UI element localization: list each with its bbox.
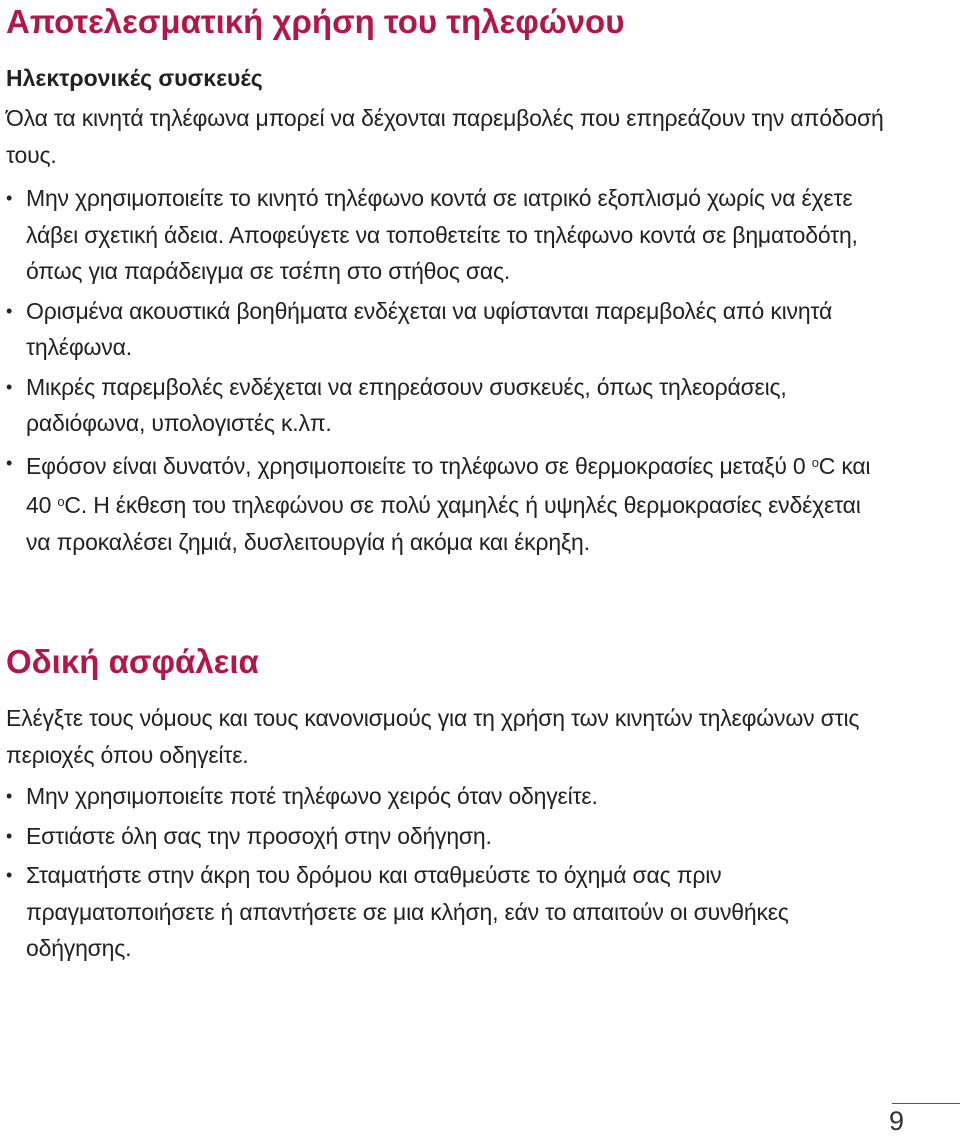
temperature-text-part2: C και 40 — [26, 452, 871, 518]
subheading-electronic-devices: Ηλεκτρονικές συσκευές — [6, 65, 263, 91]
list-item — [6, 180, 886, 290]
section-title-efficient-phone-use: Αποτελεσματική χρήση του τηλεφώνου — [6, 3, 625, 40]
list-item-temperature — [6, 445, 886, 561]
list-item-text: Σταματήστε στην άκρη του δρόμου και σταθμεύστε το όχημά σας πριν πραγματοποιήσετε ή απαντήσετε σε μια κλήση, εάν το απαιτούν οι συνθήκες οδήγησης. — [26, 862, 789, 961]
temperature-text-part1: Εφόσον είναι δυνατόν, χρησιμοποιείτε το τηλέφωνο σε θερμοκρασίες μεταξύ 0 — [26, 452, 812, 479]
page-number: 9 — [889, 1106, 905, 1136]
page-number-divider — [892, 1103, 960, 1104]
temperature-text-part3: C. Η έκθεση του τηλεφώνου σε πολύ χαμηλές ή υψηλές θερμοκρασίες ενδέχεται να προκαλέσει ζημιά, δυσλειτουργία ή ακόμα και έκρηξη. — [26, 492, 861, 555]
list-item-text: Μην χρησιμοποιείτε ποτέ τηλέφωνο χειρός όταν οδηγείτε. — [26, 783, 598, 809]
list-item-text: Μικρές παρεμβολές ενδέχεται να επηρεάσουν συσκευές, όπως τηλεοράσεις, ραδιόφωνα, υπολογιστές κ.λπ. — [26, 373, 787, 436]
bullet-icon: • — [6, 452, 13, 473]
bullet-icon: • — [6, 300, 13, 321]
intro-paragraph-electronic-devices: Όλα τα κινητά τηλέφωνα μπορεί να δέχονται παρεμβολές που επηρεάζουν την απόδοσή τους. — [6, 105, 884, 168]
bullet-icon: • — [6, 188, 13, 208]
intro-paragraph-road-safety: Ελέγξτε τους νόμους και τους κανονισμούς για τη χρήση των κινητών τηλεφώνων στις περιοχές όπου οδηγείτε. — [6, 705, 860, 768]
list-item — [6, 778, 886, 815]
list-item — [6, 293, 886, 366]
bullet-icon: • — [6, 786, 13, 806]
bullet-icon: • — [6, 376, 13, 397]
bullet-list-electronic-devices — [6, 180, 886, 563]
section-title-road-safety: Οδική ασφάλεια — [6, 643, 259, 680]
list-item-text: Μην χρησιμοποιείτε το κινητό τηλέφωνο κοντά σε ιατρικό εξοπλισμό χωρίς να έχετε λάβει σχετική άδεια. Αποφεύγετε να τοποθετείτε το τηλέφωνο κοντά σε βηματοδότη, όπως για παράδειγμα σε τσέπη στο στήθος σας. — [26, 185, 858, 284]
list-item-text: Εστιάστε όλη σας την προσοχή στην οδήγηση. — [26, 822, 492, 849]
degree-superscript: o — [57, 494, 65, 509]
bullet-list-road-safety — [6, 778, 886, 970]
degree-superscript: o — [811, 454, 819, 470]
bullet-icon: • — [6, 865, 13, 885]
bullet-icon: • — [6, 825, 13, 846]
list-item-text: Ορισμένα ακουστικά βοηθήματα ενδέχεται να υφίστανται παρεμβολές από κινητά τηλέφωνα. — [26, 297, 833, 360]
list-item — [6, 857, 886, 967]
list-item — [6, 369, 886, 442]
list-item — [6, 818, 886, 855]
